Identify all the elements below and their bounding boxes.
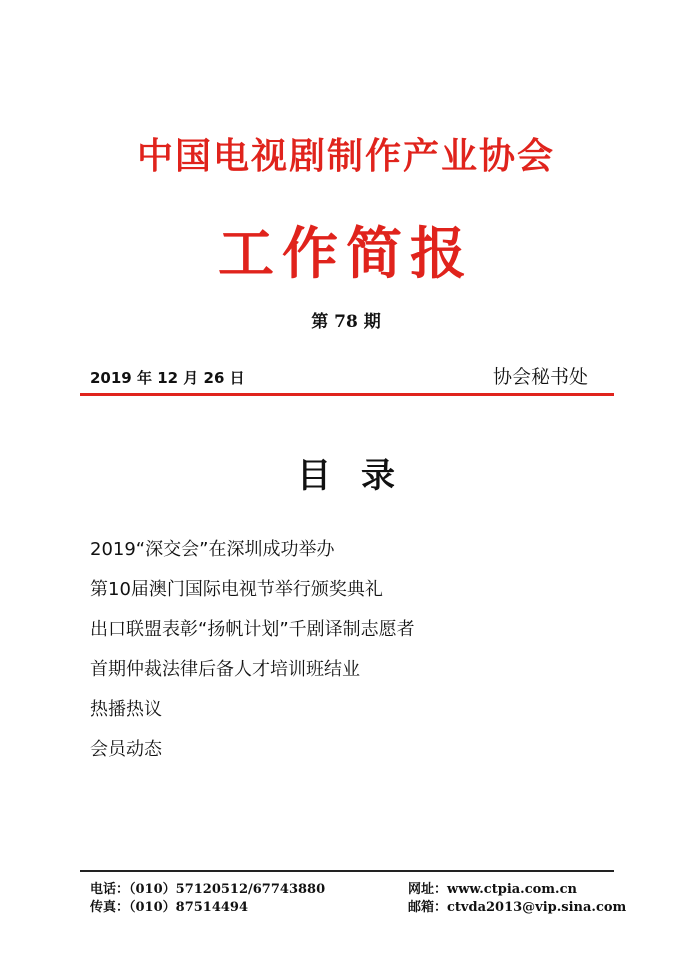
web-row: [408, 881, 626, 899]
toc-item[interactable]: 2019“深交会”在深圳成功举办: [90, 539, 335, 560]
toc-heading: 目录: [297, 456, 425, 496]
footer-contact: [90, 881, 325, 917]
email-row: [408, 899, 626, 917]
toc-item[interactable]: 出口联盟表彰“扬帆计划”千剧译制志愿者: [90, 619, 415, 640]
toc-list: [90, 537, 415, 777]
toc-item[interactable]: 热播热议: [90, 699, 162, 720]
footer-online: [408, 881, 626, 917]
web-label: 网址：: [408, 882, 448, 897]
fax-row: [90, 899, 325, 917]
fax-value: （010）87514494: [129, 900, 249, 915]
toc-item[interactable]: 第10届澳门国际电视节举行颁奖典礼: [90, 579, 383, 600]
publisher: 协会秘书处: [493, 366, 589, 388]
header-divider: [80, 393, 614, 396]
email-link[interactable]: ctvda2013@vip.sina.com: [447, 900, 627, 915]
toc-item[interactable]: 首期仲裁法律后备人才培训班结业: [90, 659, 360, 680]
web-link[interactable]: www.ctpia.com.cn: [447, 882, 577, 897]
phone-row: [90, 881, 325, 899]
email-label: 邮箱：: [408, 900, 448, 915]
issue-number: 第 78 期: [311, 312, 381, 332]
bulletin-title: 工作简报: [218, 221, 474, 287]
footer-divider: [80, 870, 614, 872]
phone-value: （010）57120512/67743880: [129, 882, 326, 897]
issue-date: 2019 年 12 月 26 日: [90, 369, 245, 387]
fax-label: 传真：: [90, 900, 130, 915]
organization-name: 中国电视剧制作产业协会: [136, 135, 555, 177]
phone-label: 电话：: [90, 882, 130, 897]
toc-item[interactable]: 会员动态: [90, 739, 162, 760]
